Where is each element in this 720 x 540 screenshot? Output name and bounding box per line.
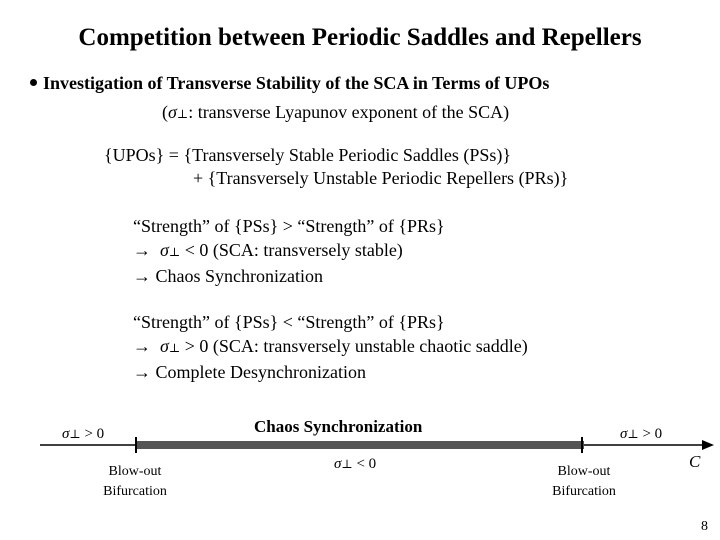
note-text: : transverse Lyapunov exponent of the SCA)	[188, 102, 510, 122]
axis-arrow-icon	[702, 440, 714, 450]
sync-region-label: Chaos Synchronization	[254, 417, 423, 436]
bullet-text: Investigation of Transverse Stability of the SCA in Terms of UPOs	[43, 73, 550, 93]
slide-title: Competition between Periodic Saddles and Repellers	[78, 24, 642, 51]
middle-region-label	[334, 456, 376, 473]
case-stable-result-text: < 0 (SCA: transversely stable)	[180, 240, 403, 260]
page-number: 8	[701, 519, 708, 534]
sigma-symbol: σ	[620, 426, 628, 442]
perp-symbol: ⊥	[69, 427, 81, 441]
arrow-icon: →	[133, 362, 151, 382]
note-open-paren: (	[162, 102, 168, 122]
sigma-symbol: σ	[334, 456, 342, 472]
sync-band	[136, 441, 584, 449]
perp-symbol: ⊥	[341, 457, 353, 471]
left-bifurcation-label	[90, 462, 180, 502]
perp-symbol: ⊥	[168, 245, 181, 259]
relation-text: < 0	[352, 456, 377, 472]
perp-symbol: ⊥	[168, 341, 181, 355]
case-stable-conclusion: Chaos Synchronization	[155, 266, 323, 286]
perp-symbol: ⊥	[627, 427, 639, 441]
right-region-label	[620, 426, 662, 443]
left-bifurcation-line-1: Blow-out	[108, 464, 162, 479]
left-bifurcation-line-2: Bifurcation	[103, 484, 167, 499]
axis-parameter-label: C	[689, 452, 701, 471]
relation-text: > 0	[638, 426, 663, 442]
sigma-symbol: σ	[62, 426, 70, 442]
arrow-icon: →	[133, 240, 151, 260]
right-bifurcation-line-2: Bifurcation	[552, 484, 616, 499]
sigma-symbol: σ	[160, 240, 169, 260]
case-unstable-conclusion: Complete Desynchronization	[155, 362, 366, 382]
arrow-icon: →	[133, 266, 151, 286]
right-bifurcation-label	[539, 462, 629, 502]
left-region-label	[62, 426, 104, 443]
sigma-symbol: σ	[160, 336, 169, 356]
case-unstable-result-text: > 0 (SCA: transversely unstable chaotic saddle)	[180, 336, 528, 356]
right-bifurcation-line-1: Blow-out	[557, 464, 611, 479]
arrow-icon: →	[133, 336, 151, 356]
upo-equation-line-2: + {Transversely Unstable Periodic Repellers (PRs)}	[193, 168, 569, 188]
case-unstable-condition: “Strength” of {PSs} < “Strength” of {PRs}	[133, 312, 445, 332]
upo-equation-line-1: {UPOs} = {Transversely Stable Periodic Saddles (PSs)}	[104, 145, 512, 165]
perp-symbol: ⊥	[176, 107, 189, 121]
case-stable-condition: “Strength” of {PSs} > “Strength” of {PRs}	[133, 216, 445, 236]
relation-text: > 0	[80, 426, 105, 442]
sigma-symbol: σ	[168, 102, 177, 122]
